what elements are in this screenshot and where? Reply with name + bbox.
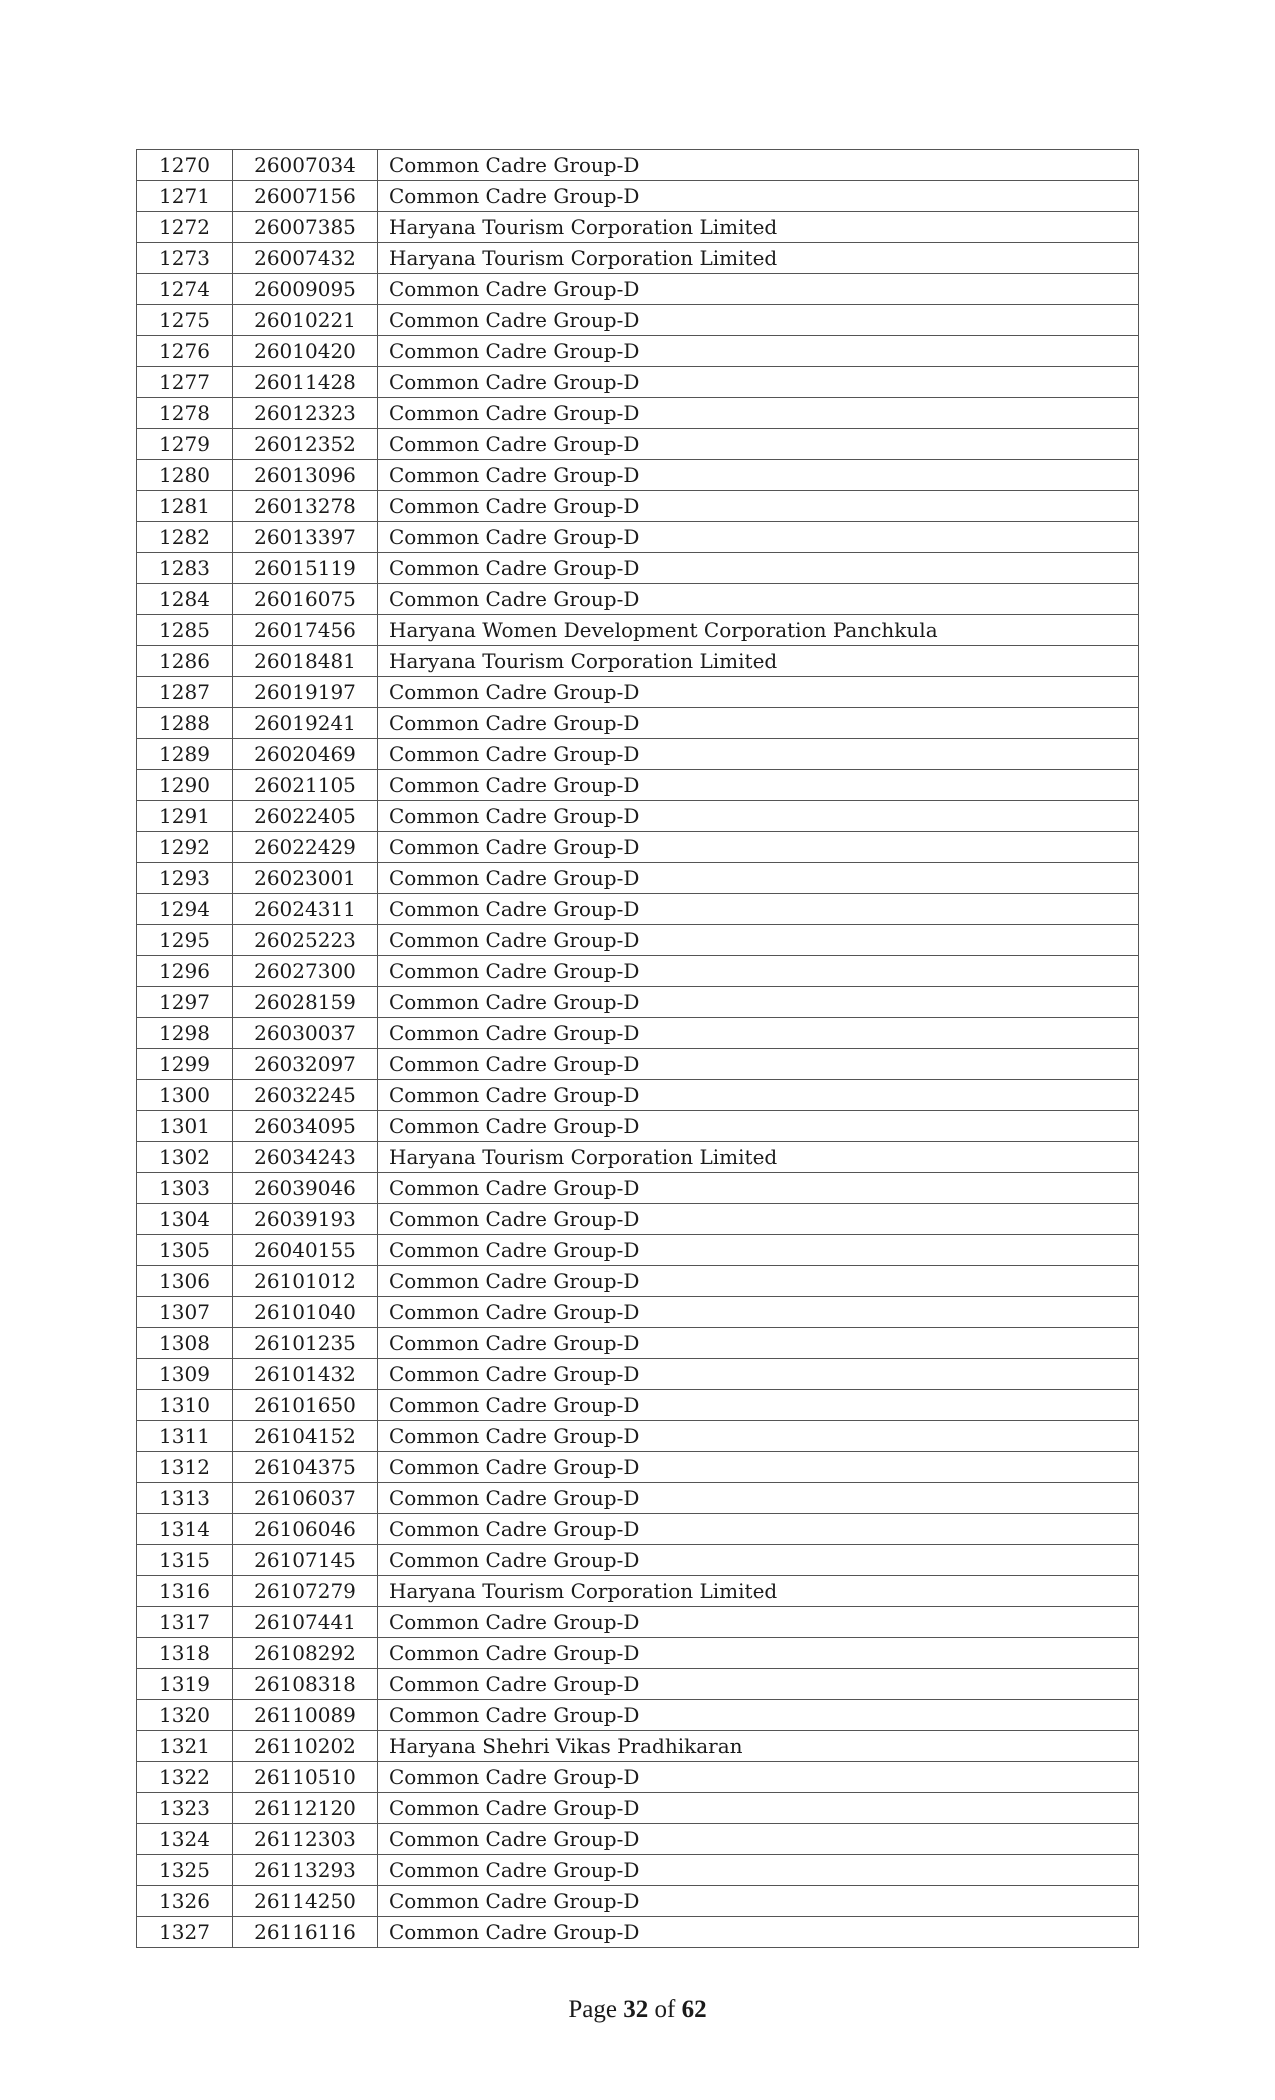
table-row xyxy=(137,708,1139,739)
table-row xyxy=(137,615,1139,646)
serial-number-cell: 1286 xyxy=(137,646,233,677)
roll-number-cell: 26032097 xyxy=(233,1049,378,1080)
serial-number-cell: 1324 xyxy=(137,1824,233,1855)
table-row xyxy=(137,1607,1139,1638)
table-row xyxy=(137,1452,1139,1483)
table-row xyxy=(137,1235,1139,1266)
roll-number-cell: 26110089 xyxy=(233,1700,378,1731)
serial-number-cell: 1270 xyxy=(137,150,233,181)
roll-number-cell: 26016075 xyxy=(233,584,378,615)
department-cell: Common Cadre Group-D xyxy=(378,1359,1139,1390)
department-cell: Common Cadre Group-D xyxy=(378,1452,1139,1483)
serial-number-cell: 1299 xyxy=(137,1049,233,1080)
table-row xyxy=(137,646,1139,677)
department-cell: Common Cadre Group-D xyxy=(378,894,1139,925)
department-cell: Common Cadre Group-D xyxy=(378,429,1139,460)
serial-number-cell: 1276 xyxy=(137,336,233,367)
roll-number-cell: 26112120 xyxy=(233,1793,378,1824)
roll-number-cell: 26013397 xyxy=(233,522,378,553)
serial-number-cell: 1282 xyxy=(137,522,233,553)
department-cell: Haryana Tourism Corporation Limited xyxy=(378,1576,1139,1607)
table-row xyxy=(137,429,1139,460)
roll-number-cell: 26107441 xyxy=(233,1607,378,1638)
roll-number-cell: 26007432 xyxy=(233,243,378,274)
roll-number-cell: 26039193 xyxy=(233,1204,378,1235)
table-row xyxy=(137,801,1139,832)
serial-number-cell: 1316 xyxy=(137,1576,233,1607)
department-cell: Common Cadre Group-D xyxy=(378,1793,1139,1824)
table-row xyxy=(137,1514,1139,1545)
serial-number-cell: 1308 xyxy=(137,1328,233,1359)
roll-number-cell: 26012323 xyxy=(233,398,378,429)
serial-number-cell: 1315 xyxy=(137,1545,233,1576)
department-cell: Common Cadre Group-D xyxy=(378,1700,1139,1731)
table-row xyxy=(137,987,1139,1018)
roll-number-cell: 26039046 xyxy=(233,1173,378,1204)
department-cell: Haryana Women Development Corporation Panchkula xyxy=(378,615,1139,646)
serial-number-cell: 1322 xyxy=(137,1762,233,1793)
department-cell: Common Cadre Group-D xyxy=(378,1886,1139,1917)
roll-number-cell: 26023001 xyxy=(233,863,378,894)
department-cell: Common Cadre Group-D xyxy=(378,274,1139,305)
department-cell: Common Cadre Group-D xyxy=(378,1111,1139,1142)
table-row xyxy=(137,1359,1139,1390)
serial-number-cell: 1310 xyxy=(137,1390,233,1421)
roll-number-cell: 26018481 xyxy=(233,646,378,677)
department-cell: Common Cadre Group-D xyxy=(378,1917,1139,1948)
roll-number-cell: 26028159 xyxy=(233,987,378,1018)
serial-number-cell: 1317 xyxy=(137,1607,233,1638)
table-row xyxy=(137,956,1139,987)
serial-number-cell: 1293 xyxy=(137,863,233,894)
roll-number-cell: 26107145 xyxy=(233,1545,378,1576)
serial-number-cell: 1297 xyxy=(137,987,233,1018)
roll-number-cell: 26101235 xyxy=(233,1328,378,1359)
table-row xyxy=(137,1173,1139,1204)
table-row xyxy=(137,1018,1139,1049)
serial-number-cell: 1321 xyxy=(137,1731,233,1762)
serial-number-cell: 1279 xyxy=(137,429,233,460)
roll-number-cell: 26011428 xyxy=(233,367,378,398)
serial-number-cell: 1311 xyxy=(137,1421,233,1452)
roll-number-cell: 26019241 xyxy=(233,708,378,739)
roll-number-cell: 26101012 xyxy=(233,1266,378,1297)
serial-number-cell: 1325 xyxy=(137,1855,233,1886)
department-cell: Common Cadre Group-D xyxy=(378,1390,1139,1421)
department-cell: Common Cadre Group-D xyxy=(378,1328,1139,1359)
table-row xyxy=(137,1700,1139,1731)
table-row xyxy=(137,1204,1139,1235)
serial-number-cell: 1306 xyxy=(137,1266,233,1297)
serial-number-cell: 1277 xyxy=(137,367,233,398)
department-cell: Haryana Tourism Corporation Limited xyxy=(378,243,1139,274)
roll-number-cell: 26101432 xyxy=(233,1359,378,1390)
department-cell: Common Cadre Group-D xyxy=(378,708,1139,739)
table-row xyxy=(137,1762,1139,1793)
roll-number-cell: 26110510 xyxy=(233,1762,378,1793)
table-row xyxy=(137,1545,1139,1576)
table-row xyxy=(137,367,1139,398)
serial-number-cell: 1305 xyxy=(137,1235,233,1266)
roll-number-cell: 26007156 xyxy=(233,181,378,212)
roll-number-cell: 26025223 xyxy=(233,925,378,956)
serial-number-cell: 1312 xyxy=(137,1452,233,1483)
department-cell: Common Cadre Group-D xyxy=(378,1483,1139,1514)
serial-number-cell: 1289 xyxy=(137,739,233,770)
serial-number-cell: 1288 xyxy=(137,708,233,739)
roll-number-cell: 26107279 xyxy=(233,1576,378,1607)
department-cell: Common Cadre Group-D xyxy=(378,956,1139,987)
department-cell: Common Cadre Group-D xyxy=(378,181,1139,212)
table-row xyxy=(137,181,1139,212)
table-row xyxy=(137,925,1139,956)
table-row xyxy=(137,894,1139,925)
table-row xyxy=(137,1669,1139,1700)
serial-number-cell: 1326 xyxy=(137,1886,233,1917)
serial-number-cell: 1307 xyxy=(137,1297,233,1328)
roll-number-cell: 26114250 xyxy=(233,1886,378,1917)
serial-number-cell: 1301 xyxy=(137,1111,233,1142)
page-of-label: of xyxy=(654,1996,676,2023)
serial-number-cell: 1283 xyxy=(137,553,233,584)
department-cell: Haryana Shehri Vikas Pradhikaran xyxy=(378,1731,1139,1762)
roll-number-cell: 26010221 xyxy=(233,305,378,336)
serial-number-cell: 1296 xyxy=(137,956,233,987)
serial-number-cell: 1313 xyxy=(137,1483,233,1514)
roll-number-cell: 26007385 xyxy=(233,212,378,243)
roll-number-cell: 26010420 xyxy=(233,336,378,367)
serial-number-cell: 1320 xyxy=(137,1700,233,1731)
roll-number-cell: 26101040 xyxy=(233,1297,378,1328)
department-cell: Common Cadre Group-D xyxy=(378,925,1139,956)
roll-number-cell: 26034243 xyxy=(233,1142,378,1173)
table-row xyxy=(137,522,1139,553)
department-cell: Common Cadre Group-D xyxy=(378,1018,1139,1049)
department-cell: Common Cadre Group-D xyxy=(378,739,1139,770)
roll-number-cell: 26024311 xyxy=(233,894,378,925)
roll-number-cell: 26012352 xyxy=(233,429,378,460)
department-cell: Common Cadre Group-D xyxy=(378,1762,1139,1793)
table-row xyxy=(137,1297,1139,1328)
table-row xyxy=(137,1886,1139,1917)
roll-number-cell: 26106046 xyxy=(233,1514,378,1545)
roll-number-cell: 26027300 xyxy=(233,956,378,987)
serial-number-cell: 1271 xyxy=(137,181,233,212)
table-row xyxy=(137,1080,1139,1111)
department-cell: Common Cadre Group-D xyxy=(378,367,1139,398)
department-cell: Common Cadre Group-D xyxy=(378,1855,1139,1886)
roll-number-cell: 26032245 xyxy=(233,1080,378,1111)
table-row xyxy=(137,1824,1139,1855)
table-row xyxy=(137,553,1139,584)
roll-number-cell: 26108292 xyxy=(233,1638,378,1669)
roll-number-cell: 26019197 xyxy=(233,677,378,708)
department-cell: Common Cadre Group-D xyxy=(378,305,1139,336)
roll-number-cell: 26106037 xyxy=(233,1483,378,1514)
roll-number-cell: 26013096 xyxy=(233,460,378,491)
serial-number-cell: 1303 xyxy=(137,1173,233,1204)
table-row xyxy=(137,274,1139,305)
table-row xyxy=(137,1421,1139,1452)
serial-number-cell: 1278 xyxy=(137,398,233,429)
table-row xyxy=(137,1793,1139,1824)
table-row xyxy=(137,677,1139,708)
department-cell: Common Cadre Group-D xyxy=(378,584,1139,615)
table-row xyxy=(137,1483,1139,1514)
department-cell: Common Cadre Group-D xyxy=(378,770,1139,801)
serial-number-cell: 1272 xyxy=(137,212,233,243)
table-row xyxy=(137,1328,1139,1359)
roll-number-cell: 26113293 xyxy=(233,1855,378,1886)
table-row xyxy=(137,491,1139,522)
table-row xyxy=(137,1266,1139,1297)
table-row xyxy=(137,584,1139,615)
department-cell: Common Cadre Group-D xyxy=(378,1545,1139,1576)
serial-number-cell: 1284 xyxy=(137,584,233,615)
table-row xyxy=(137,770,1139,801)
serial-number-cell: 1314 xyxy=(137,1514,233,1545)
department-cell: Common Cadre Group-D xyxy=(378,460,1139,491)
table-row xyxy=(137,1731,1139,1762)
roll-number-cell: 26009095 xyxy=(233,274,378,305)
department-cell: Common Cadre Group-D xyxy=(378,1049,1139,1080)
roll-number-cell: 26015119 xyxy=(233,553,378,584)
department-cell: Common Cadre Group-D xyxy=(378,522,1139,553)
department-cell: Common Cadre Group-D xyxy=(378,1514,1139,1545)
department-cell: Common Cadre Group-D xyxy=(378,801,1139,832)
table-row xyxy=(137,863,1139,894)
table-row xyxy=(137,460,1139,491)
serial-number-cell: 1318 xyxy=(137,1638,233,1669)
serial-number-cell: 1309 xyxy=(137,1359,233,1390)
department-cell: Common Cadre Group-D xyxy=(378,1638,1139,1669)
department-cell: Common Cadre Group-D xyxy=(378,1421,1139,1452)
department-cell: Common Cadre Group-D xyxy=(378,1824,1139,1855)
table-row xyxy=(137,1638,1139,1669)
table-row xyxy=(137,1049,1139,1080)
roll-number-cell: 26040155 xyxy=(233,1235,378,1266)
roll-number-cell: 26104375 xyxy=(233,1452,378,1483)
serial-number-cell: 1319 xyxy=(137,1669,233,1700)
results-table xyxy=(136,149,1139,1948)
table-row xyxy=(137,1917,1139,1948)
page-number-footer xyxy=(0,1996,1275,2024)
table-row xyxy=(137,336,1139,367)
roll-number-cell: 26017456 xyxy=(233,615,378,646)
table-row xyxy=(137,1142,1139,1173)
department-cell: Haryana Tourism Corporation Limited xyxy=(378,646,1139,677)
department-cell: Common Cadre Group-D xyxy=(378,491,1139,522)
department-cell: Haryana Tourism Corporation Limited xyxy=(378,1142,1139,1173)
table-row xyxy=(137,1576,1139,1607)
serial-number-cell: 1327 xyxy=(137,1917,233,1948)
serial-number-cell: 1280 xyxy=(137,460,233,491)
serial-number-cell: 1298 xyxy=(137,1018,233,1049)
current-page-number: 32 xyxy=(623,1996,649,2023)
table-row xyxy=(137,150,1139,181)
roll-number-cell: 26110202 xyxy=(233,1731,378,1762)
table-row xyxy=(137,398,1139,429)
serial-number-cell: 1290 xyxy=(137,770,233,801)
serial-number-cell: 1300 xyxy=(137,1080,233,1111)
roll-number-cell: 26112303 xyxy=(233,1824,378,1855)
roll-number-cell: 26101650 xyxy=(233,1390,378,1421)
department-cell: Common Cadre Group-D xyxy=(378,1235,1139,1266)
serial-number-cell: 1274 xyxy=(137,274,233,305)
roll-number-cell: 26034095 xyxy=(233,1111,378,1142)
roll-number-cell: 26007034 xyxy=(233,150,378,181)
department-cell: Common Cadre Group-D xyxy=(378,987,1139,1018)
department-cell: Common Cadre Group-D xyxy=(378,553,1139,584)
department-cell: Common Cadre Group-D xyxy=(378,398,1139,429)
table-row xyxy=(137,1111,1139,1142)
department-cell: Common Cadre Group-D xyxy=(378,1669,1139,1700)
serial-number-cell: 1302 xyxy=(137,1142,233,1173)
department-cell: Common Cadre Group-D xyxy=(378,336,1139,367)
roll-number-cell: 26020469 xyxy=(233,739,378,770)
serial-number-cell: 1294 xyxy=(137,894,233,925)
department-cell: Common Cadre Group-D xyxy=(378,1080,1139,1111)
serial-number-cell: 1285 xyxy=(137,615,233,646)
table-row xyxy=(137,832,1139,863)
roll-number-cell: 26030037 xyxy=(233,1018,378,1049)
serial-number-cell: 1292 xyxy=(137,832,233,863)
table-row xyxy=(137,1390,1139,1421)
serial-number-cell: 1291 xyxy=(137,801,233,832)
department-cell: Common Cadre Group-D xyxy=(378,832,1139,863)
roll-number-cell: 26021105 xyxy=(233,770,378,801)
table-row xyxy=(137,1855,1139,1886)
department-cell: Common Cadre Group-D xyxy=(378,1607,1139,1638)
serial-number-cell: 1304 xyxy=(137,1204,233,1235)
department-cell: Common Cadre Group-D xyxy=(378,677,1139,708)
department-cell: Common Cadre Group-D xyxy=(378,1266,1139,1297)
department-cell: Common Cadre Group-D xyxy=(378,1173,1139,1204)
serial-number-cell: 1323 xyxy=(137,1793,233,1824)
table-row xyxy=(137,739,1139,770)
roll-number-cell: 26022405 xyxy=(233,801,378,832)
table-row xyxy=(137,305,1139,336)
serial-number-cell: 1275 xyxy=(137,305,233,336)
department-cell: Common Cadre Group-D xyxy=(378,1204,1139,1235)
total-pages-number: 62 xyxy=(681,1996,707,2023)
department-cell: Common Cadre Group-D xyxy=(378,863,1139,894)
department-cell: Common Cadre Group-D xyxy=(378,1297,1139,1328)
serial-number-cell: 1287 xyxy=(137,677,233,708)
results-table-body xyxy=(137,150,1139,1948)
department-cell: Common Cadre Group-D xyxy=(378,150,1139,181)
roll-number-cell: 26108318 xyxy=(233,1669,378,1700)
roll-number-cell: 26116116 xyxy=(233,1917,378,1948)
roll-number-cell: 26022429 xyxy=(233,832,378,863)
roll-number-cell: 26013278 xyxy=(233,491,378,522)
serial-number-cell: 1273 xyxy=(137,243,233,274)
table-row xyxy=(137,243,1139,274)
roll-number-cell: 26104152 xyxy=(233,1421,378,1452)
table-row xyxy=(137,212,1139,243)
serial-number-cell: 1295 xyxy=(137,925,233,956)
serial-number-cell: 1281 xyxy=(137,491,233,522)
page-label: Page xyxy=(568,1996,618,2023)
department-cell: Haryana Tourism Corporation Limited xyxy=(378,212,1139,243)
